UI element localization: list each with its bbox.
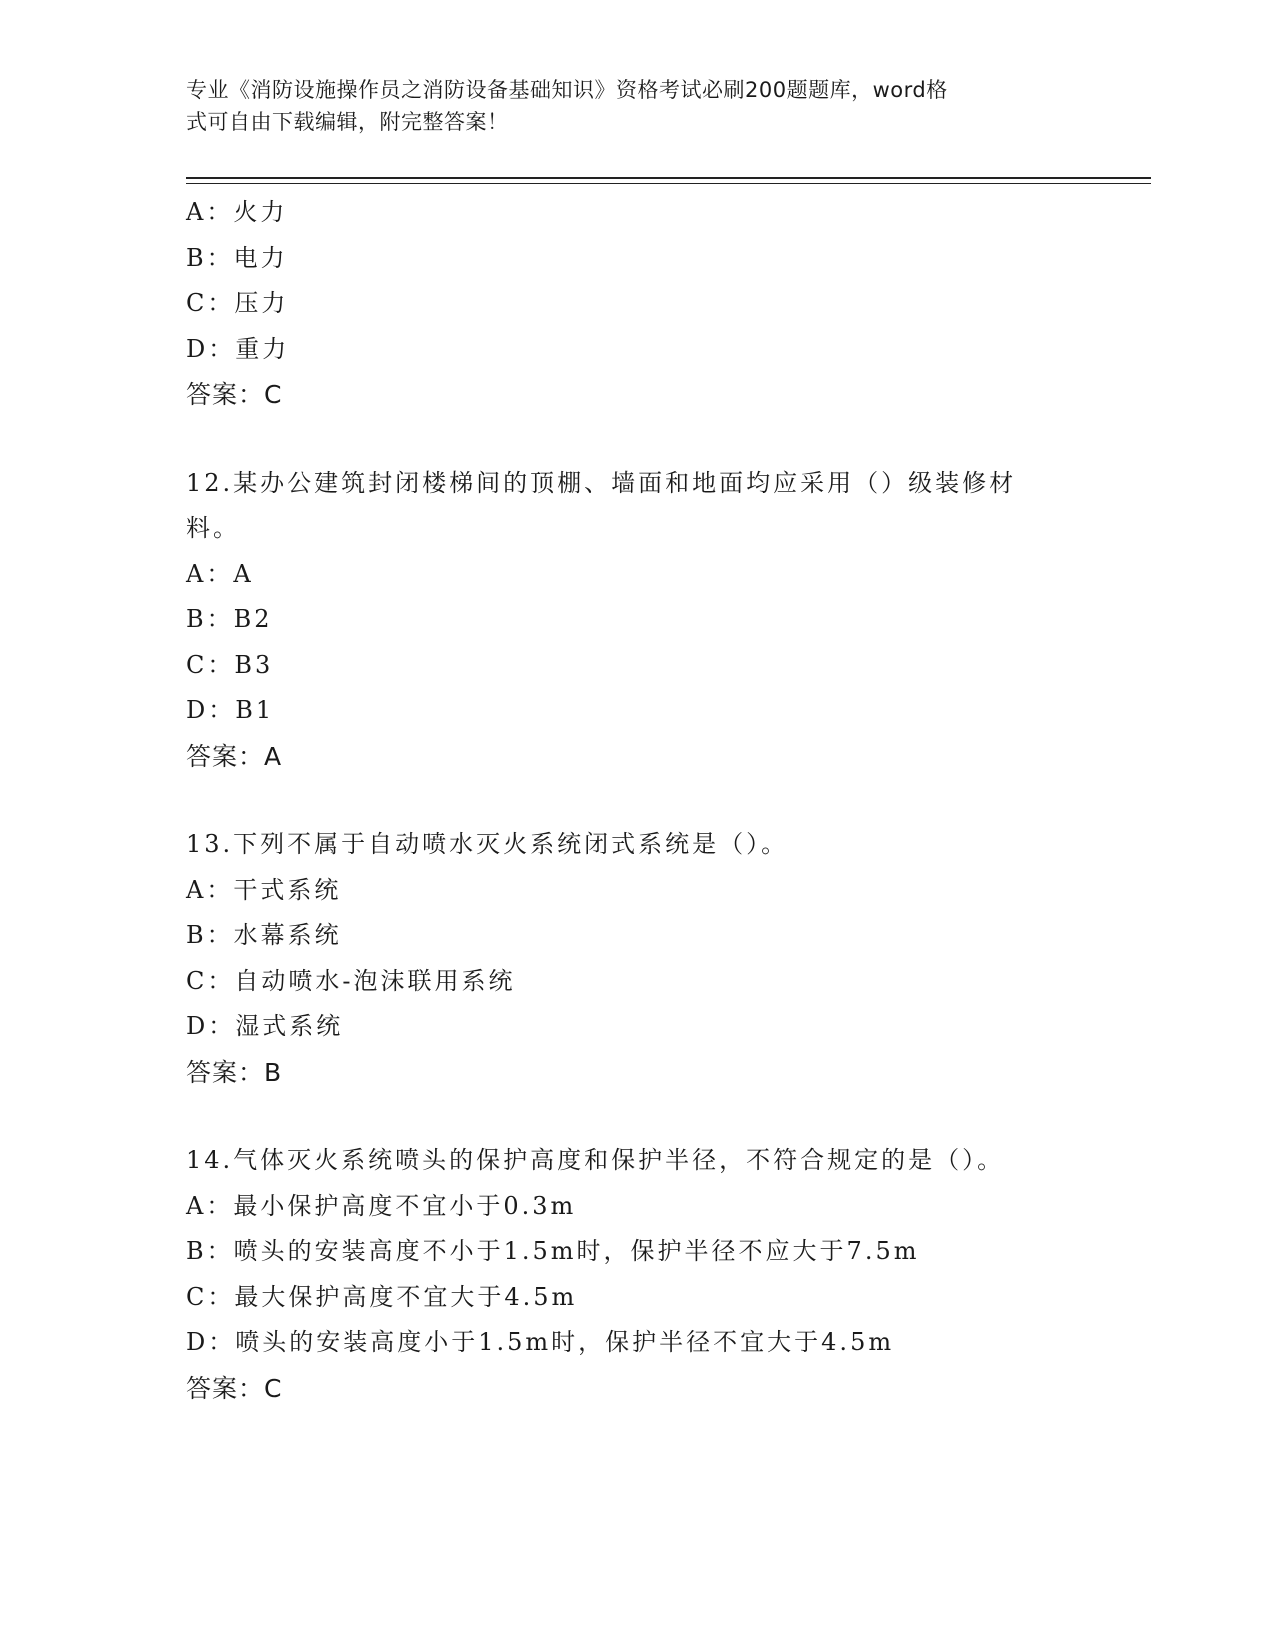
option-b: B：B2 xyxy=(186,605,273,633)
option-d: D：湿式系统 xyxy=(186,1012,344,1040)
question-block-13 xyxy=(186,822,1086,1095)
option-a: A：最小保护高度不宜小于0.3m xyxy=(186,1191,577,1220)
question-text: 14.气体灭火系统喷头的保护高度和保护半径，不符合规定的是（）。 xyxy=(186,1146,1005,1174)
option-b: B：喷头的安装高度不小于1.5m时，保护半径不应大于7.5m xyxy=(186,1237,920,1265)
header-divider-thick xyxy=(186,177,1151,179)
question-text-continued: 料。 xyxy=(186,514,240,542)
option-d: D：喷头的安装高度小于1.5m时，保护半径不宜大于4.5m xyxy=(186,1328,895,1356)
block-spacer xyxy=(186,779,1086,822)
question-list xyxy=(186,190,1086,1411)
question-text: 13.下列不属于自动喷水灭火系统闭式系统是（）。 xyxy=(186,830,789,858)
option-b: B：水幕系统 xyxy=(186,921,342,949)
header-line-2: 式可自由下载编辑，附完整答案！ xyxy=(186,110,509,134)
question-block-14 xyxy=(186,1138,1086,1411)
question-block-11 xyxy=(186,190,1086,418)
answer-line: 答案：B xyxy=(186,1057,283,1087)
answer-line: 答案：A xyxy=(186,741,283,771)
block-spacer xyxy=(186,1095,1086,1138)
answer-line: 答案：C xyxy=(186,1373,283,1403)
option-d: D：B1 xyxy=(186,696,275,724)
block-spacer xyxy=(186,418,1086,461)
option-a: A：干式系统 xyxy=(186,875,342,904)
option-a: A：A xyxy=(186,559,254,588)
option-c: C：B3 xyxy=(186,650,274,679)
document-header xyxy=(186,74,1086,138)
option-c: C：压力 xyxy=(186,289,289,317)
answer-line: 答案：C xyxy=(186,380,283,409)
option-d: D：重力 xyxy=(186,334,290,363)
header-line-1: 专业《消防设施操作员之消防设备基础知识》资格考试必刷200题题库，word格 xyxy=(186,78,948,102)
question-text: 12.某办公建筑封闭楼梯间的顶棚、墙面和地面均应采用（）级装修材 xyxy=(186,468,1017,497)
header-divider-thin xyxy=(186,183,1151,184)
option-c: C：最大保护高度不宜大于4.5m xyxy=(186,1282,578,1311)
option-b: B：电力 xyxy=(186,243,288,272)
question-block-12 xyxy=(186,461,1086,780)
option-a: A：火力 xyxy=(186,198,288,226)
option-c: C：自动喷水-泡沫联用系统 xyxy=(186,966,516,995)
